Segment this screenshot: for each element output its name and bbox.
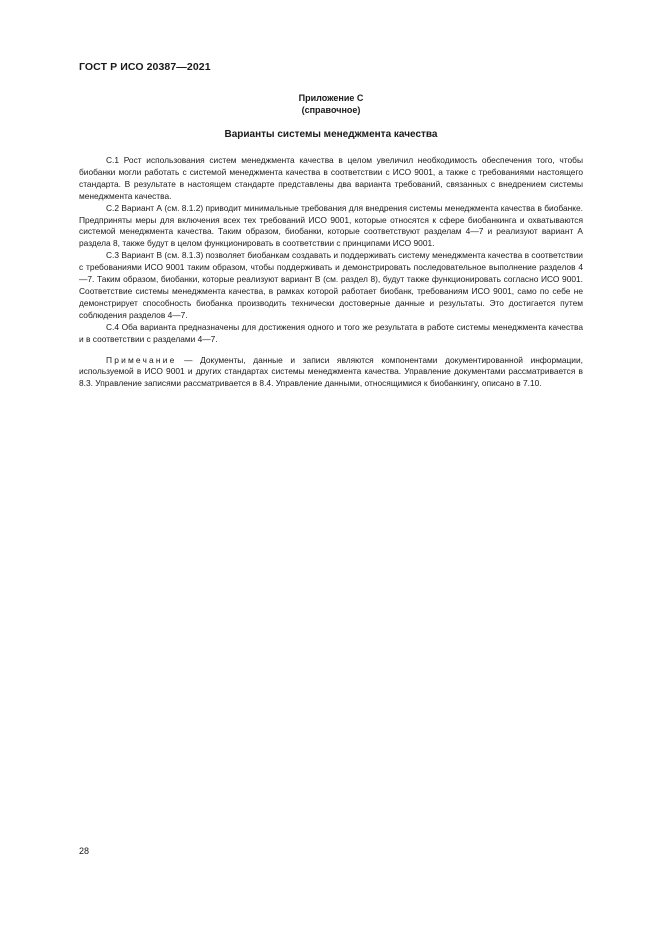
annex-label: Приложение С [298,93,364,103]
note [79,355,583,391]
annex-heading [79,93,583,116]
paragraph-c2: С.2 Вариант А (см. 8.1.2) приводит минимальные требования для внедрения системы менеджмента качества в биобанке. Предприняты меры для включения всех тех требований ИСО 9001, которые относятся к сфере биобанкинга и охватываются системой менеджмента качества. Таким образом, биобанки, которые соответствуют разделам 4—7 и реализуют вариант А раздела 8, также будут в целом функционировать в соответствии с принципами ИСО 9001. [79,202,583,249]
document-id-header: ГОСТ Р ИСО 20387—2021 [79,61,211,73]
annex-type: (справочное) [301,104,361,115]
paragraph-c4: С.4 Оба варианта предназначены для достижения одного и того же результата в работе системы менеджмента качества и в соответствии с разделами 4—7. [79,321,583,344]
page-number: 28 [79,846,90,856]
paragraph-c1: С.1 Рост использования систем менеджмента качества в целом увеличил необходимость обеспечения того, чтобы биобанки могли работать с системой менеджмента качества в соответствии с ИСО 9001, а также с требованиями настоящего стандарта. В результате в настоящем стандарте представлены два варианта требований, связанных с внедрением системы менеджмента качества. [79,155,583,201]
paragraph-c3: С.3 Вариант В (см. 8.1.3) позволяет биобанкам создавать и поддерживать систему менеджмента качества в соответствии с требованиями ИСО 9001 таким образом, чтобы поддерживать и демонстрировать последовательное выполнение разделов 4—7. Таким образом, биобанки, которые реализуют вариант В (см. раздел 8), будут также функционировать согласно ИСО 9001. Соответствие системы менеджмента качества, в рамках которой работает биобанк, требованиям ИСО 9001, само по себе не демонстрирует способность биобанка производить технически достоверные данные и результаты. Это достигается путем соблюдения разделов 4—7. [79,250,583,320]
note-text: — Документы, данные и записи являются компонентами документированной информации, используемой в ИСО 9001 и других стандартах системы менеджмента качества. Управление документами рассматривается в 8.3. Управление записями рассматривается в 8.4. Управление данными, относящимися к биобанкингу, описано в 7.10. [79,354,583,389]
note-label: Примечание [106,354,177,365]
annex-title: Варианты системы менеджмента качества [224,129,438,140]
annex-body [79,155,583,390]
